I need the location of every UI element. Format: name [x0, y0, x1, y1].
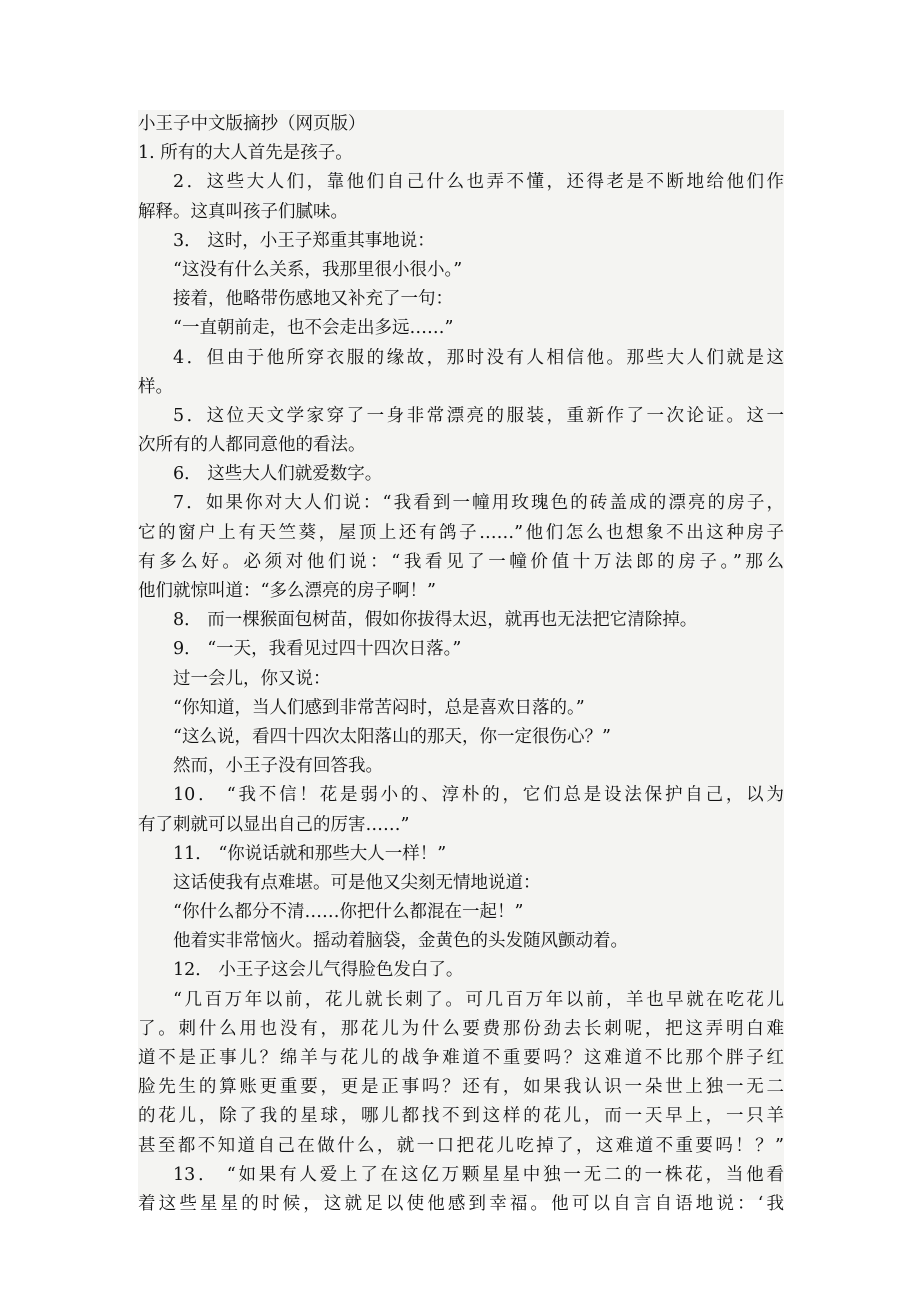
text-line: 3． 这时，小王子郑重其事地说： [173, 230, 435, 251]
text-line: 脸先生的算账更重要，更是正事吗？还有，如果我认识一朵世上独一无二 [138, 1077, 784, 1098]
text-line: 这话使我有点难堪。可是他又尖刻无情地说道： [173, 872, 541, 893]
text-line: 着这些星星的时候，这就足以使他感到幸福。他可以自言自语地说：‘我 [138, 1193, 784, 1214]
text-line: 13． “如果有人爱上了在这亿万颗星星中独一无二的一株花，当他看 [173, 1164, 784, 1185]
text-line: 4．但由于他所穿衣服的缘故，那时没有人相信他。那些大人们就是这 [173, 347, 784, 368]
text-line: 样。 [138, 376, 173, 397]
text-line: “一直朝前走，也不会走出多远……” [173, 318, 454, 339]
text-line: 次所有的人都同意他的看法。 [138, 435, 366, 456]
text-line: 过一会儿，你又说： [173, 668, 331, 689]
text-line: 9． “一天，我看见过四十四次日落。” [173, 639, 462, 660]
text-line: 8． 而一棵猴面包树苗，假如你拔得太迟，就再也无法把它清除掉。 [173, 610, 698, 631]
text-line: “这没有什么关系，我那里很小很小。” [173, 259, 463, 280]
text-line: “几百万年以前，花儿就长刺了。可几百万年以前，羊也早就在吃花儿 [173, 989, 784, 1010]
text-line: “这么说，看四十四次太阳落山的那天，你一定很伤心？” [173, 726, 611, 747]
text-line: 6． 这些大人们就爱数字。 [173, 464, 383, 485]
text-line: 了。刺什么用也没有，那花儿为什么要费那份劲去长刺呢，把这弄明白难 [138, 1018, 784, 1039]
text-line: “你什么都分不清……你把什么都混在一起！” [173, 902, 524, 923]
text-line: 道不是正事儿？绵羊与花儿的战争难道不重要吗？这难道不比那个胖子红 [138, 1048, 784, 1068]
document-text-block [138, 110, 784, 1214]
text-line: 他着实非常恼火。摇动着脑袋，金黄色的头发随风颤动着。 [173, 931, 628, 952]
text-line: 12． 小王子这会儿气得脸色发白了。 [173, 960, 464, 981]
text-line: 2．这些大人们，靠他们自己什么也弄不懂，还得老是不断地给他们作 [173, 172, 784, 193]
text-line: 解释。这真叫孩子们腻味。 [138, 201, 348, 222]
text-line: 然而，小王子没有回答我。 [173, 756, 383, 777]
text-line: “你知道，当人们感到非常苦闷时，总是喜欢日落的。” [173, 697, 585, 718]
text-line: 11． “你说话就和那些大人一样！” [173, 843, 447, 864]
text-line: 有了刺就可以显出自己的厉害……” [138, 814, 410, 835]
text-line: 7．如果你对大人们说：“我看到一幢用玫瑰色的砖盖成的漂亮的房子， [173, 493, 784, 514]
text-line: 5．这位天文学家穿了一身非常漂亮的服装，重新作了一次论证。这一 [173, 405, 784, 426]
text-line: 它的窗户上有天竺葵，屋顶上还有鸽子……”他们怎么也想象不出这种房子 [138, 522, 784, 543]
text-line: 有多么好。必须对他们说：“我看见了一幢价值十万法郎的房子。”那么 [138, 551, 784, 572]
text-line: 的花儿，除了我的星球，哪儿都找不到这样的花儿，而一天早上，一只羊 [138, 1106, 784, 1127]
text-line: 10． “我不信！花是弱小的、淳朴的，它们总是设法保护自己，以为 [173, 785, 784, 806]
text-line: 甚至都不知道自己在做什么，就一口把花儿吃掉了，这难道不重要吗！？” [138, 1135, 784, 1156]
text-line: 他们就惊叫道：“多么漂亮的房子啊！” [138, 581, 436, 601]
text-line: 接着，他略带伤感地又补充了一句： [173, 289, 453, 310]
text-line: 1. 所有的大人首先是孩子。 [138, 143, 353, 164]
document-title: 小王子中文版摘抄（网页版） [138, 114, 366, 134]
